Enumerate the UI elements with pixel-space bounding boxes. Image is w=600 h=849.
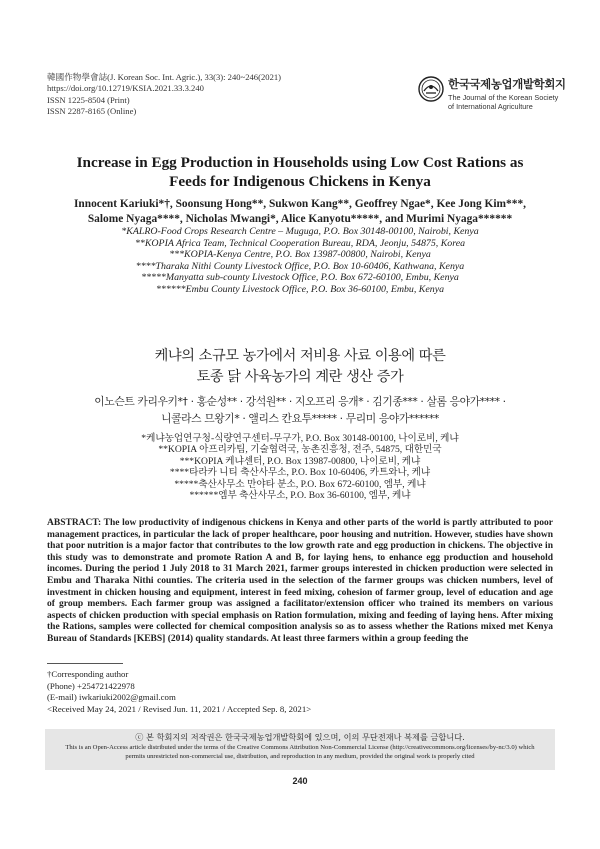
affiliation-en: ****Tharaka Nithi County Livestock Office, P.O. Box 10-60406, Kathwana, Kenya [135, 260, 465, 272]
author-list-ko [40, 393, 560, 427]
footnote-divider [47, 663, 123, 664]
paper-title-ko-line2: 토종 닭 사육농가의 계란 생산 증가 [196, 368, 404, 385]
affiliation-ko: ***KOPIA 케냐센터, P.O. Box 13987-00800, 나이로비, 케냐 [179, 455, 421, 467]
doi-link[interactable]: https://doi.org/10.12719/KSIA.2021.33.3.240 [47, 83, 204, 94]
paper-title-line2: Feeds for Indigenous Chickens in Kenya [169, 172, 431, 190]
paper-title-line1: Increase in Egg Production in Households using Low Cost Rations as [76, 154, 524, 171]
affiliations-ko [40, 433, 560, 501]
author-list-en [40, 197, 560, 226]
abstract-section [47, 518, 553, 646]
author-list-ko-line2: 니콜라스 므왕기* · 앨리스 칸요투***** · 무리미 응야가****** [161, 412, 439, 425]
affiliations-en [40, 226, 560, 296]
submission-dates: <Received May 24, 2021 / Revised Jun. 11, 2021 / Accepted Sep. 8, 2021> [47, 703, 312, 714]
affiliation-en: **KOPIA Africa Team, Technical Cooperation Bureau, RDA, Jeonju, 54875, Korea [134, 237, 466, 249]
affiliation-en: ***KOPIA-Kenya Centre, P.O. Box 13987-00800, Nairobi, Kenya [169, 249, 431, 261]
affiliation-en: *****Manyatta sub-county Livestock Office, P.O. Box 672-60100, Embu, Kenya [141, 272, 459, 284]
open-access-line2: permits unrestricted non-commercial use, distribution, and reproduction in any medium, provided the original work is properly cited [125, 752, 475, 760]
affiliation-ko: **KOPIA 아프리카팀, 기술협력국, 농촌진흥청, 전주, 54875, 대한민국 [158, 444, 442, 456]
society-name-en-line1: The Journal of the Korean Society [448, 93, 559, 102]
paper-title-ko-line1: 케냐의 소규모 농가에서 저비용 사료 이용에 따른 [154, 348, 446, 364]
society-name-en [448, 93, 558, 111]
journal-info [47, 72, 281, 117]
open-access-notice [45, 744, 555, 761]
abstract-text: ABSTRACT: The low productivity of indigenous chickens in Kenya and other parts of the world is partly attributed to poor management practices, in particular the lack of proper healthcare, poor housing and nutrition. However, studies have shown that poor nutrition is a major factor that contributes to the low growth rate and egg production in chickens. The objective in this study was to demonstrate and promote Ration A and B, for laying hens, to enhance egg production and household incomes. During the period 1 July 2018 to 31 March 2021, farmer groups interested in chicken production were selected in Embu and Tharaka Nithi counties. The criteria used in the selection of the farmer groups was chicken numbers, level of investment in chicken housing and equipment, interest in feed mixing, cohesion of farmer group, level of education and age of group members. Each farmer group was assigned a facilitator/extension officer who trained its members on various aspects of chicken production with special emphasis on Ration formulation, mixing and feeding of laying hens. After mixing the Rations, samples were collected for chemical composition analysis so as to assess whether the Rations mixed met Kenya Bureau of Standards [KEBS] (2014) quality standards. At least three farmers within a group feeding the [47, 518, 553, 644]
corresponding-author-label: †Corresponding author [47, 669, 129, 679]
journal-citation: 韓國作物學會誌(J. Korean Soc. Int. Agric.), 33(3): 240~246(2021) [47, 72, 282, 82]
footnote [47, 669, 311, 715]
author-list-en-line1: Innocent Kariuki*†, Soonsung Hong**, Sukwon Kang**, Geoffrey Ngae*, Kee Jong Kim***, [74, 198, 526, 210]
paper-title [40, 154, 560, 191]
society-name-en-line2: of International Agriculture [448, 102, 533, 111]
affiliation-ko: *****축산사무소 만야타 분소, P.O. Box 672-60100, 엠부, 케냐 [174, 478, 426, 490]
society-name-ko: 한국국제농업개발학회지 [448, 77, 566, 91]
copyright-notice-ko: ⓒ 본 학회지의 저작권은 한국국제농업개발학회에 있으며, 이의 무단전재나 복제를 금합니다. [135, 732, 465, 742]
open-access-line1: This is an Open-Access article distributed under the terms of the Creative Commons Attribution Non-Commercial License (http://creativecommons.org/licenses/by-nc/3.0) which [65, 744, 535, 751]
author-phone: (Phone) +254721422978 [47, 680, 135, 691]
affiliation-ko: *케냐농업연구청-식량연구센터-무구가, P.O. Box 30148-00100, 나이로비, 케냐 [141, 433, 459, 444]
affiliation-en: *KALRO-Food Crops Research Centre – Muguga, P.O. Box 30148-00100, Nairobi, Kenya [121, 226, 479, 237]
society-seal-icon [418, 76, 444, 102]
license-box [45, 729, 555, 770]
affiliation-ko: ******엠부 축산사무소, P.O. Box 36-60100, 엠부, 케냐 [189, 490, 411, 502]
issn-online: ISSN 2287-8165 (Online) [47, 105, 137, 116]
affiliation-ko: ****타라카 니티 축산사무소, P.O. Box 10-60406, 카트와나, 케냐 [169, 467, 431, 479]
affiliation-en: ******Embu County Livestock Office, P.O. Box 36-60100, Embu, Kenya [155, 283, 445, 295]
page-number: 240 [292, 776, 308, 786]
author-list-en-line2: Salome Nyaga****, Nicholas Mwangi*, Alice Kanyotu*****, and Murimi Nyaga****** [87, 212, 513, 225]
paper-title-ko [40, 346, 560, 387]
issn-print: ISSN 1225-8504 (Print) [47, 94, 130, 105]
author-email[interactable]: (E-mail) iwkariuki2002@gmail.com [47, 692, 176, 702]
author-list-ko-line1: 이노슨트 카리우키*† · 홍순성** · 강석원** · 지오프리 응개* · 김기종*** · 살롬 응야가**** · [94, 395, 506, 408]
